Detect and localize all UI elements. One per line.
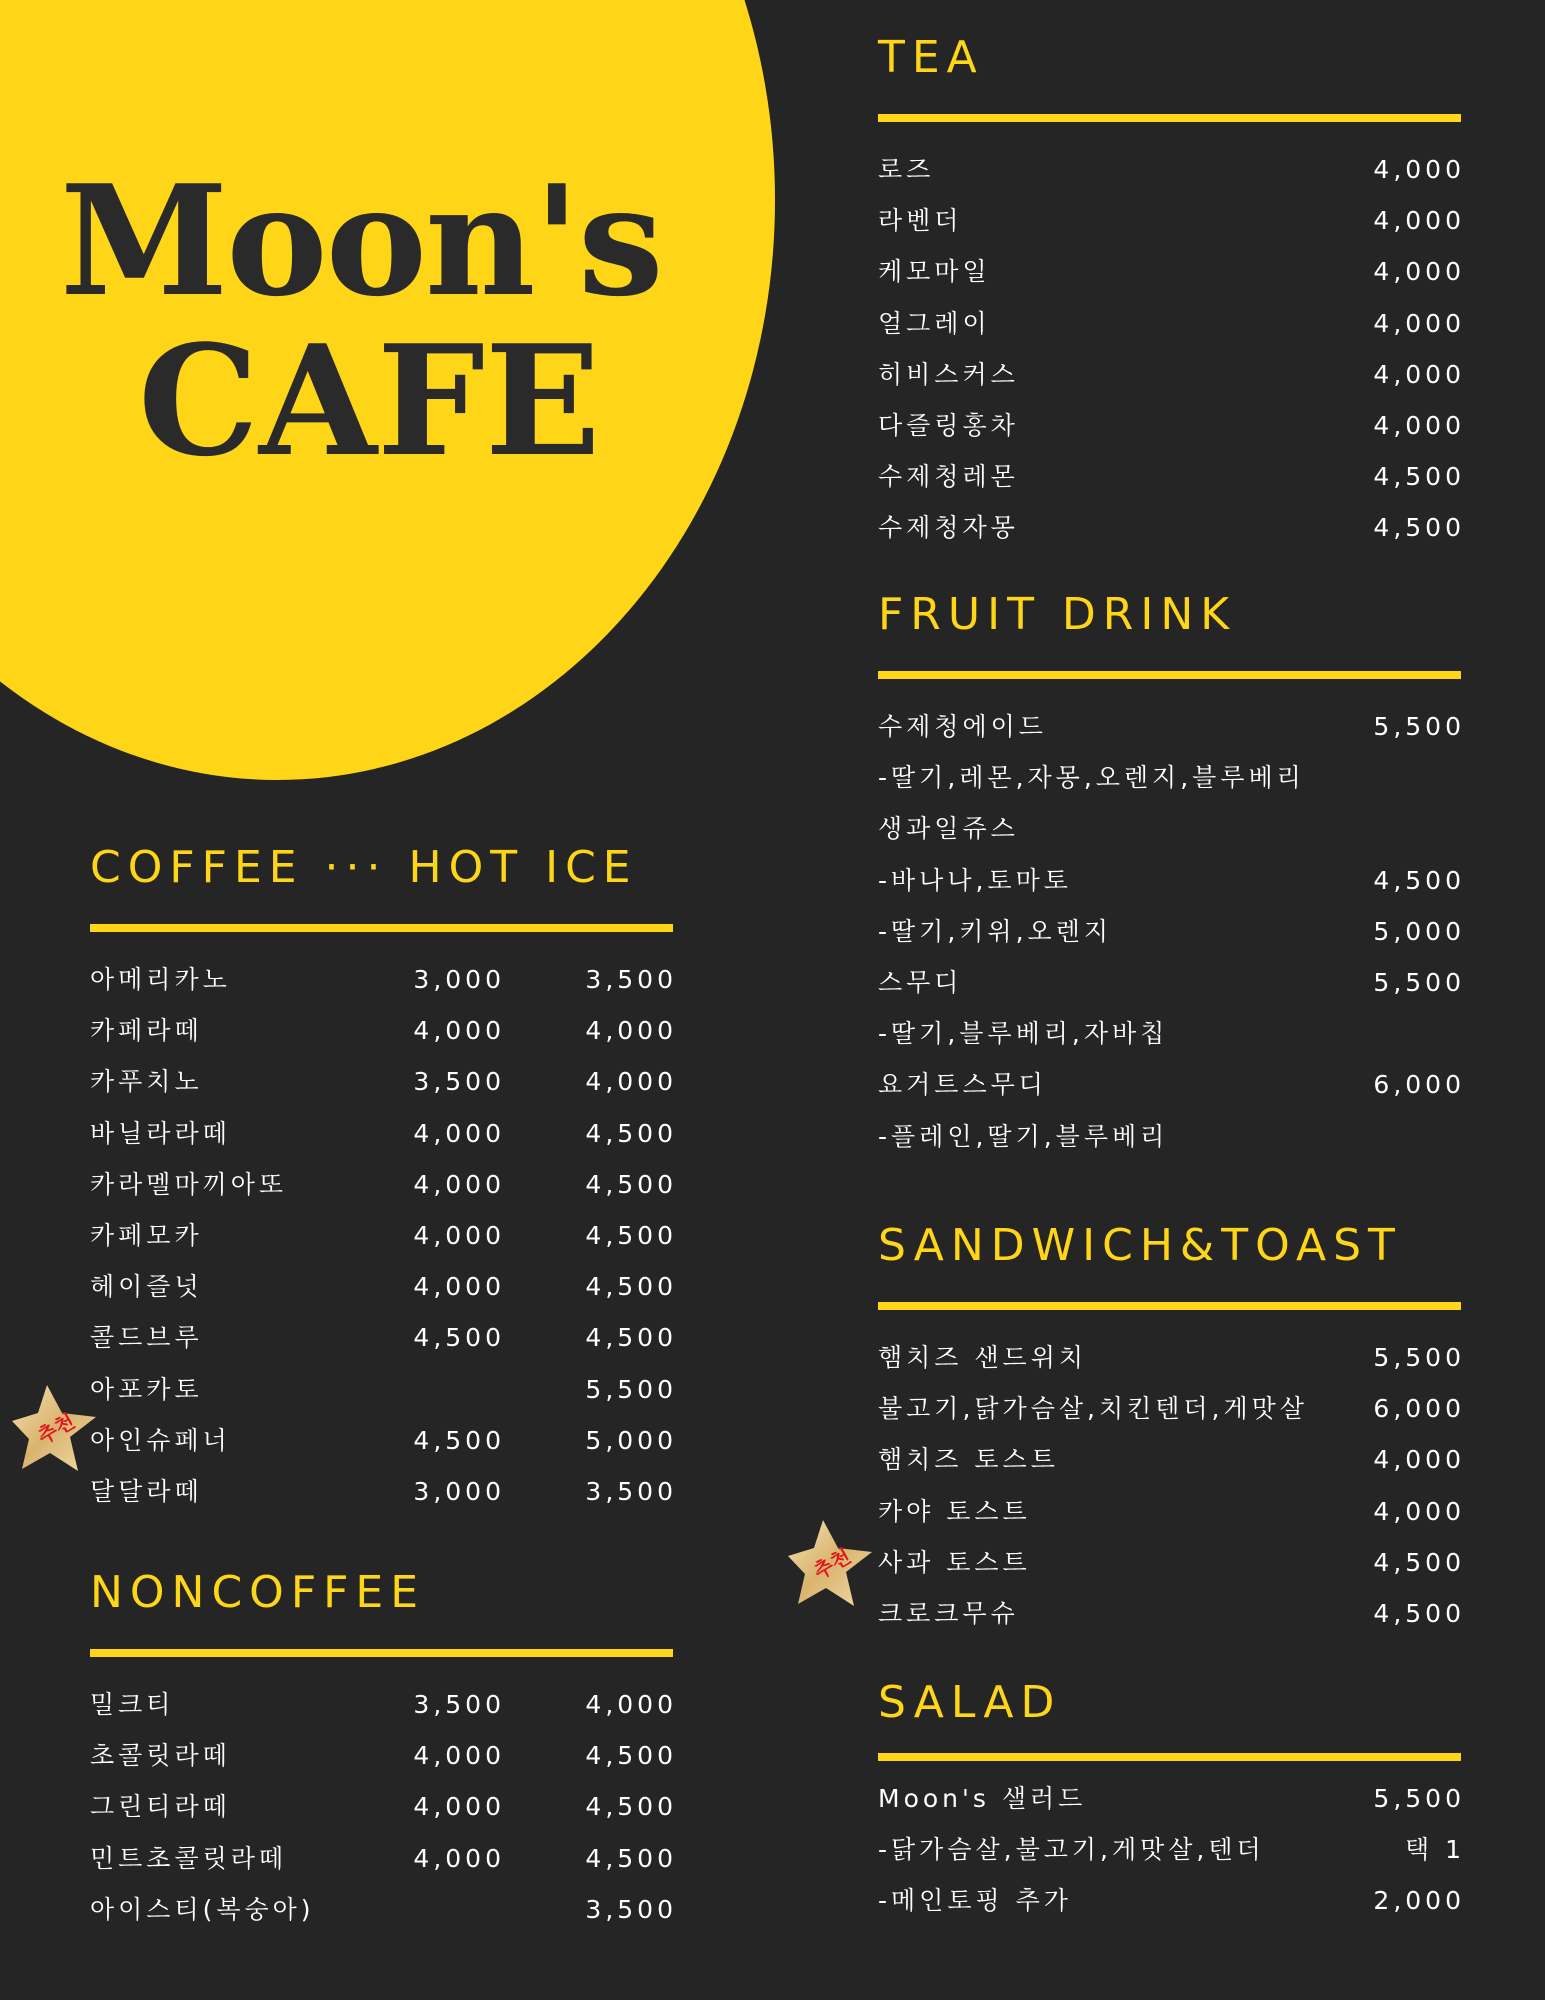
item-price: 6,000 xyxy=(1373,1070,1465,1100)
item-name: 불고기,닭가슴살,치킨텐더,게맛살 xyxy=(878,1394,1308,1424)
badge-label: 추천 xyxy=(33,1408,79,1449)
menu-item xyxy=(878,803,1461,854)
menu-item xyxy=(90,1466,677,1517)
item-name: 바닐라라떼 xyxy=(90,1118,231,1148)
item-name: 카야 토스트 xyxy=(878,1496,1031,1526)
item-price: 5,000 xyxy=(1373,916,1465,946)
menu-item xyxy=(90,1210,677,1261)
item-price: 4,500 xyxy=(1373,865,1465,895)
hot-price: 4,000 xyxy=(413,1272,505,1302)
section-title: FRUIT DRINK xyxy=(878,589,1237,640)
ice-price: 4,500 xyxy=(585,1323,677,1353)
item-price: 4,000 xyxy=(1373,1496,1465,1526)
menu-item xyxy=(878,1773,1465,1824)
tea-section xyxy=(878,30,1465,554)
menu-item xyxy=(878,195,1465,246)
item-name: 히비스커스 xyxy=(878,359,1019,389)
item-price: 2,000 xyxy=(1373,1886,1465,1916)
hot-price: 4,500 xyxy=(413,1323,505,1353)
item-price: 5,500 xyxy=(1373,1784,1465,1813)
item-price: 6,000 xyxy=(1373,1394,1465,1424)
item-name: 아메리카노 xyxy=(90,965,231,994)
ice-price: 4,000 xyxy=(585,1690,677,1719)
hot-price: 3,000 xyxy=(413,1476,505,1506)
cafe-logo xyxy=(60,151,710,490)
menu-item xyxy=(878,1486,1465,1537)
item-name: 수제청레몬 xyxy=(878,462,1019,492)
item-name: 얼그레이 xyxy=(878,308,991,338)
item-name: -바나나,토마토 xyxy=(878,865,1072,895)
item-name: 크로크무슈 xyxy=(878,1598,1019,1628)
menu-item xyxy=(878,1537,1465,1588)
item-name: 케모마일 xyxy=(878,257,991,287)
item-name: -딸기,레몬,자몽,오렌지,블루베리 xyxy=(878,763,1305,793)
menu-item xyxy=(90,1884,677,1935)
item-name: 햄치즈 샌드위치 xyxy=(878,1343,1087,1372)
section-rule xyxy=(878,114,1461,122)
ice-price: 3,500 xyxy=(585,1476,677,1506)
ice-price: 5,000 xyxy=(585,1425,677,1455)
tea-list xyxy=(878,144,1465,554)
section-rule xyxy=(878,1302,1461,1310)
item-name: 수제청에이드 xyxy=(878,712,1047,741)
menu-item xyxy=(90,1679,677,1730)
menu-item xyxy=(878,701,1465,752)
menu-item xyxy=(878,349,1465,400)
item-name: 밀크티 xyxy=(90,1690,175,1719)
coffee-section xyxy=(90,840,677,1517)
section-rule xyxy=(90,924,673,932)
section-title: SALAD xyxy=(878,1677,1062,1728)
item-name: 햄치즈 토스트 xyxy=(878,1445,1059,1475)
sandwich-list xyxy=(878,1332,1465,1639)
section-title: NONCOFFEE xyxy=(90,1567,426,1618)
ice-price: 4,000 xyxy=(585,1016,677,1046)
hot-price: 4,000 xyxy=(413,1220,505,1250)
item-name: 아포카토 xyxy=(90,1374,203,1404)
fruit-list xyxy=(878,701,1465,1162)
coffee-list xyxy=(90,954,677,1517)
item-price: 택 1 xyxy=(1404,1835,1465,1865)
section-rule xyxy=(90,1649,673,1657)
menu-item xyxy=(878,906,1465,957)
item-name: -플레인,딸기,블루베리 xyxy=(878,1121,1169,1151)
ice-price: 4,500 xyxy=(585,1169,677,1199)
sandwich-toast-section xyxy=(878,1218,1465,1639)
section-rule xyxy=(878,671,1461,679)
menu-item xyxy=(878,1111,1461,1162)
item-name: 카페라떼 xyxy=(90,1016,203,1046)
item-name: 로즈 xyxy=(878,155,935,184)
menu-item xyxy=(878,1383,1465,1434)
item-name: 헤이즐넛 xyxy=(90,1272,203,1302)
menu-item xyxy=(90,1364,677,1415)
menu-item xyxy=(878,246,1465,297)
item-name: 다즐링홍차 xyxy=(878,410,1019,440)
menu-item xyxy=(90,1005,677,1056)
menu-item xyxy=(90,954,677,1005)
menu-item xyxy=(878,855,1465,906)
item-name: 콜드브루 xyxy=(90,1323,203,1353)
item-name: 초콜릿라떼 xyxy=(90,1741,231,1771)
ice-price: 4,500 xyxy=(585,1220,677,1250)
item-price: 4,000 xyxy=(1373,308,1465,338)
menu-item xyxy=(90,1781,677,1832)
ice-price: 5,500 xyxy=(585,1374,677,1404)
menu-item xyxy=(878,144,1465,195)
menu-item xyxy=(878,752,1461,803)
noncoffee-section xyxy=(90,1565,677,1935)
item-price: 4,000 xyxy=(1373,257,1465,287)
menu-item xyxy=(90,1261,677,1312)
menu-item xyxy=(878,1332,1465,1383)
item-name: 요거트스무디 xyxy=(878,1070,1047,1100)
section-title: TEA xyxy=(878,32,984,83)
menu-item xyxy=(878,1059,1465,1110)
item-price: 4,500 xyxy=(1373,462,1465,492)
menu-item xyxy=(878,1434,1465,1485)
item-name: 수제청자몽 xyxy=(878,513,1019,543)
item-name: 사과 토스트 xyxy=(878,1547,1031,1577)
hot-price: 4,000 xyxy=(413,1792,505,1822)
menu-item xyxy=(90,1108,677,1159)
item-price: 4,500 xyxy=(1373,513,1465,543)
recommend-badge xyxy=(12,1383,102,1473)
logo-line-1: Moon's xyxy=(60,151,662,330)
menu-item xyxy=(878,1008,1461,1059)
hot-price: 4,000 xyxy=(413,1843,505,1873)
item-price: 5,500 xyxy=(1373,967,1465,997)
item-price: 4,000 xyxy=(1373,206,1465,236)
fruit-drink-section xyxy=(878,587,1465,1162)
item-name: 민트초콜릿라떼 xyxy=(90,1843,288,1873)
noncoffee-list xyxy=(90,1679,677,1935)
item-price: 4,500 xyxy=(1373,1598,1465,1628)
item-price: 4,000 xyxy=(1373,359,1465,389)
hot-price: 3,000 xyxy=(413,965,505,994)
hot-price: 3,500 xyxy=(413,1067,505,1097)
item-price: 4,000 xyxy=(1373,410,1465,440)
menu-item xyxy=(90,1730,677,1781)
badge-label: 추천 xyxy=(809,1543,855,1584)
ice-price: 4,000 xyxy=(585,1067,677,1097)
item-price: 5,500 xyxy=(1373,712,1465,741)
salad-section xyxy=(878,1675,1465,1927)
menu-item xyxy=(878,451,1465,502)
section-title: SANDWICH&TOAST xyxy=(878,1220,1402,1271)
menu-item xyxy=(90,1056,677,1107)
item-price: 4,000 xyxy=(1373,1445,1465,1475)
hot-price: 4,000 xyxy=(413,1169,505,1199)
menu-item xyxy=(878,298,1465,349)
hot-price: 4,500 xyxy=(413,1425,505,1455)
ice-price: 3,500 xyxy=(585,965,677,994)
ice-price: 4,500 xyxy=(585,1272,677,1302)
ice-price: 4,500 xyxy=(585,1843,677,1873)
section-rule xyxy=(878,1753,1461,1761)
item-name: 아인슈페너 xyxy=(90,1425,231,1455)
item-name: 라벤더 xyxy=(878,206,963,236)
item-name: -딸기,블루베리,자바칩 xyxy=(878,1019,1169,1049)
salad-list xyxy=(878,1773,1465,1927)
menu-item xyxy=(90,1159,677,1210)
item-name: 카페모카 xyxy=(90,1220,203,1250)
hot-price: 4,000 xyxy=(413,1016,505,1046)
ice-price: 3,500 xyxy=(585,1894,677,1924)
section-title: COFFEE ··· HOT ICE xyxy=(90,842,638,893)
menu-item xyxy=(878,502,1465,553)
item-name: 생과일쥬스 xyxy=(878,814,1019,844)
menu-item xyxy=(90,1312,677,1363)
item-name: 달달라떼 xyxy=(90,1476,203,1506)
menu-item xyxy=(878,957,1465,1008)
item-name: 카라멜마끼아또 xyxy=(90,1169,288,1199)
hot-price: 4,000 xyxy=(413,1741,505,1771)
hot-price: 4,000 xyxy=(413,1118,505,1148)
item-name: Moon's 샐러드 xyxy=(878,1784,1087,1813)
menu-item xyxy=(878,1875,1465,1926)
item-name: 아이스티(복숭아) xyxy=(90,1894,315,1924)
ice-price: 4,500 xyxy=(585,1741,677,1771)
ice-price: 4,500 xyxy=(585,1118,677,1148)
menu-item xyxy=(90,1415,677,1466)
item-name: -딸기,키위,오렌지 xyxy=(878,916,1112,946)
item-name: -닭가슴살,불고기,게맛살,텐더 xyxy=(878,1835,1265,1865)
item-name: 그린티라떼 xyxy=(90,1792,231,1822)
menu-item xyxy=(878,400,1465,451)
recommend-badge xyxy=(788,1518,878,1608)
item-price: 5,500 xyxy=(1373,1343,1465,1372)
item-price: 4,000 xyxy=(1373,155,1465,184)
logo-line-2: CAFE xyxy=(138,311,601,490)
item-price: 4,500 xyxy=(1373,1547,1465,1577)
item-name: -메인토핑 추가 xyxy=(878,1886,1072,1916)
hot-price: 3,500 xyxy=(413,1690,505,1719)
item-name: 스무디 xyxy=(878,967,963,997)
item-name: 카푸치노 xyxy=(90,1067,203,1097)
menu-item xyxy=(878,1588,1465,1639)
ice-price: 4,500 xyxy=(585,1792,677,1822)
menu-item xyxy=(90,1833,677,1884)
menu-item xyxy=(878,1824,1465,1875)
